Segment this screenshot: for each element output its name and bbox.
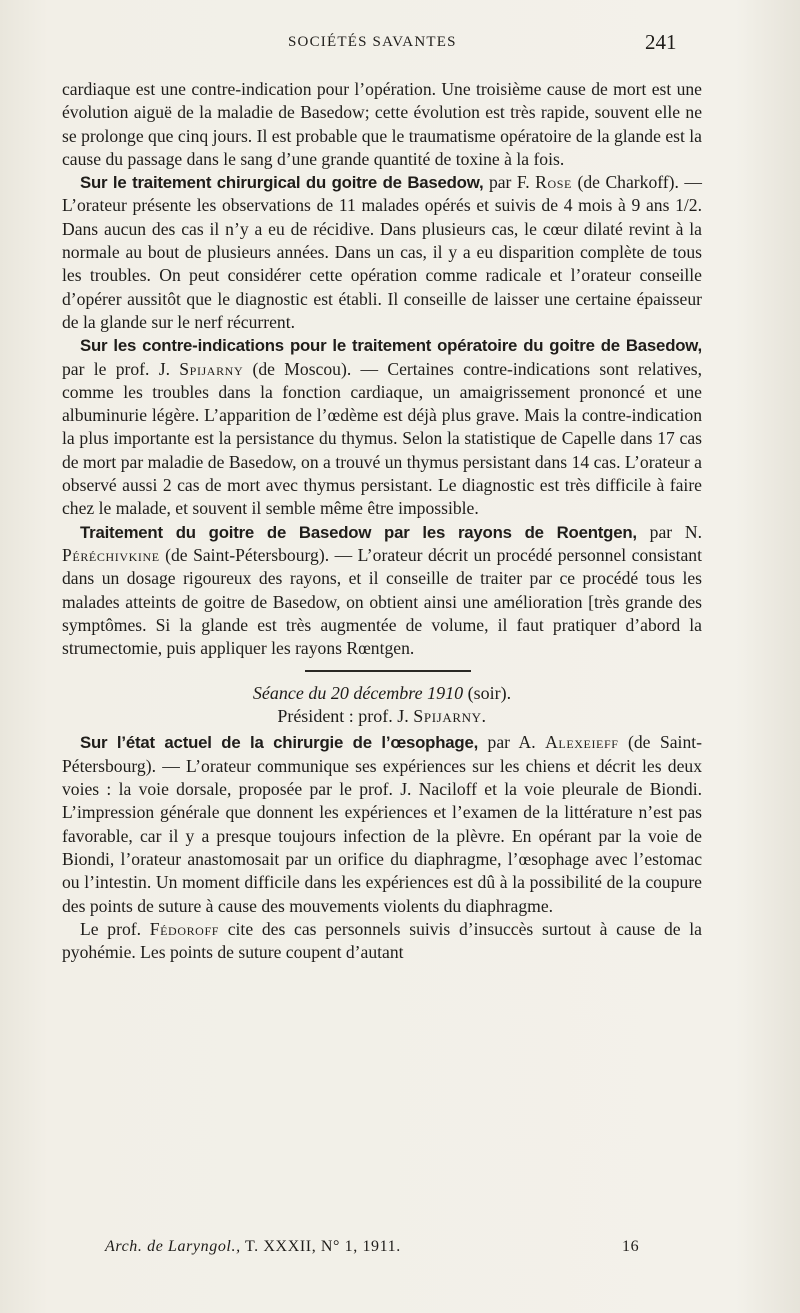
- author-name: Rose: [535, 172, 572, 193]
- byline-prefix: par le prof. J.: [62, 358, 170, 379]
- president-line: [62, 705, 702, 728]
- session-heading: [62, 682, 702, 705]
- section-title: Traitement du goitre de Basedow par les rayons de Roentgen,: [80, 522, 637, 542]
- session-date: 20 décembre 1910: [330, 683, 464, 704]
- running-head: SOCIÉTÉS SAVANTES: [288, 34, 457, 50]
- page-body: [62, 78, 702, 964]
- journal-title: Arch. de Laryngol.,: [105, 1238, 241, 1255]
- author-name: Péréchivkine: [62, 544, 160, 565]
- page-footer: [105, 1238, 645, 1256]
- journal-volume: T. XXXII, N° 1, 1911.: [245, 1238, 401, 1255]
- section-text: (de Saint-Pétersbourg). — L’orateur décrit un procédé personnel consistant dans un dosage rigoureux des rayons, et il conseille de traiter par ce procédé tous les malades atteints de goitre de Basedow, on obtient ainsi une amélioration [très grande des symptômes. Si la glande est très augmentée de volume, il faut pratiquer d’abord la strumectomie, puis appliquer les rayons Rœntgen.: [62, 544, 702, 659]
- byline-prefix: par N.: [649, 521, 702, 542]
- section-title: Sur le traitement chirurgical du goitre de Basedow,: [80, 173, 484, 193]
- signature-mark: 16: [622, 1238, 640, 1255]
- president-name: Spijarny.: [413, 706, 487, 727]
- paragraph-lead: Le prof.: [80, 918, 141, 939]
- section-text: (de Charkoff). — L’orateur présente les observations de 11 malades opérés et suivis de 4 mois à 9 ans 1/2. Dans aucun des cas il n’y a eu de récidive. Dans plusieurs cas, le cœur dilaté revint à la normale au bout de plusieurs années. Dans un cas, il y a eu disparition complète de tous les troubles. On peut considérer cette opération comme radicale et l’orateur conseille d’opérer aussitôt que le diagnostic est établi. Il conseille de laisser une certaine épaisseur de la glande sur le nerf récurrent.: [62, 172, 702, 332]
- byline-prefix: par A.: [487, 732, 536, 753]
- author-name: Fédoroff: [149, 918, 219, 939]
- paragraph-fedoroff: [62, 918, 702, 965]
- page-number: 241: [645, 30, 677, 54]
- section-perechivkine: [62, 521, 702, 661]
- author-name: Spijarny: [179, 358, 244, 379]
- section-title: Sur les contre-indications pour le traitement opératoire du goitre de Basedow,: [80, 336, 702, 356]
- paragraph-continuation: cardiaque est une contre-indication pour l’opération. Une troisième cause de mort est une évolution aiguë de la maladie de Basedow; cette évolution est très rapide, souvent elle ne se prolonge que cinq jours. Il est probable que le traumatisme opératoire de la glande est la cause du passage dans le sang d’une grande quantité de toxine à la fois.: [62, 79, 702, 169]
- session-label: Séance du: [252, 683, 327, 704]
- section-divider: [305, 670, 471, 672]
- session-time: (soir).: [467, 683, 512, 704]
- section-spijarny: [62, 334, 702, 520]
- page-header: [0, 30, 800, 60]
- section-text: (de Saint-Pétersbourg). — L’orateur communique ses expériences sur les chiens et décrit les deux voies : la voie dorsale, proposée par le prof. J. Naciloff et la voie pleurale de Biondi. L’impression générale que donnent les expériences et l’examen de la littérature n’est pas favorable, car il y a presque toujours infection de la plèvre. En opérant par la voie de Biondi, l’orateur anastomosait par un orifice du diaphragme, l’œsophage avec l’estomac ou l’intestin. Un moment difficile dans les expériences est dû à la possibilité de la coupure des points de suture à cause des mouvements violents du diaphragme.: [62, 732, 702, 916]
- president-label: Président : prof. J.: [277, 706, 409, 727]
- byline-prefix: par F.: [488, 172, 530, 193]
- section-title: Sur l’état actuel de la chirurgie de l’œsophage,: [80, 733, 479, 753]
- section-alexeieff: [62, 731, 702, 917]
- author-name: Alexeieff: [545, 732, 619, 753]
- section-text: (de Moscou). — Certaines contre-indications sont relatives, comme les troubles dans la fonction cardiaque, un amaigrissement prononcé et une albuminurie légère. L’apparition de l’œdème est déjà plus grave. Mais la contre-indication la plus importante est la persistance du thymus. Selon la statistique de Capelle dans 17 cas de mort par maladie de Basedow, on a trouvé un thymus persistant dans 14 cas. L’orateur a observé aussi 2 cas de mort avec thymus persistant. Le diagnostic est très difficile à faire chez le malade, et souvent il semble même être impossible.: [62, 358, 703, 519]
- paragraph-text: cite des cas personnels suivis d’insuccès surtout à cause de la pyohémie. Les points de suture coupent d’autant: [62, 918, 702, 963]
- section-rose: [62, 171, 702, 334]
